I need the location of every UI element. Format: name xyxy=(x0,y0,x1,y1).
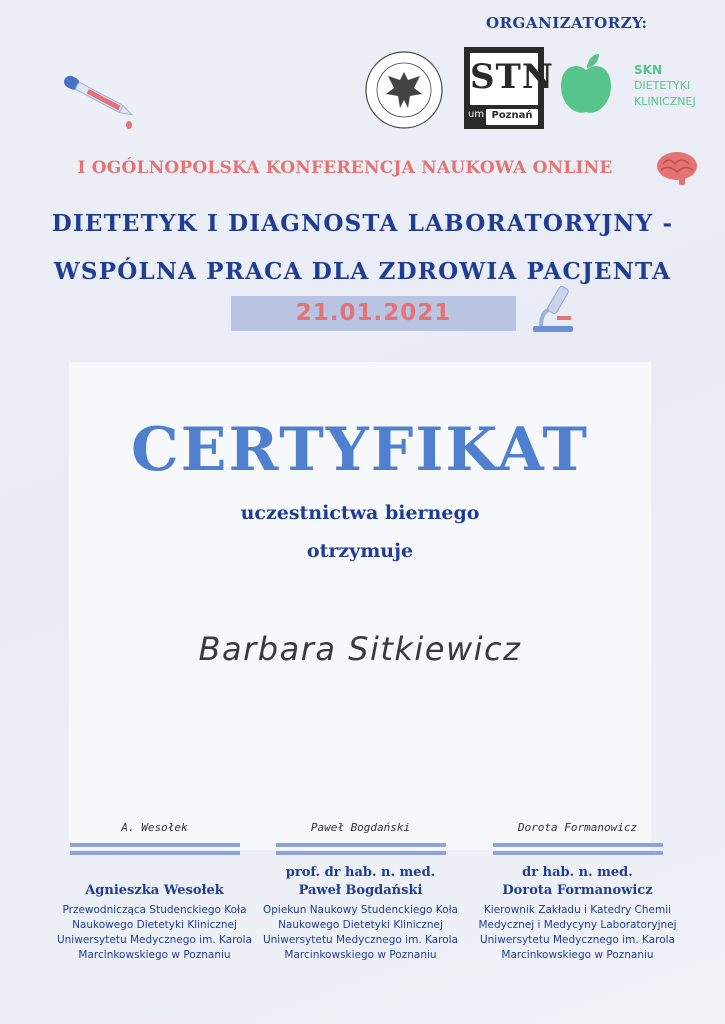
handwritten-signature: A. Wesołek xyxy=(121,821,188,834)
signer-name: Paweł Bogdański xyxy=(298,883,423,898)
signature-block-1 xyxy=(42,815,267,963)
certificate-type: uczestnictwa biernego xyxy=(240,502,480,524)
certificate-heading: CERTYFIKAT xyxy=(130,415,590,485)
skn-line2: DIETETYKI xyxy=(634,79,691,92)
conference-date: 21.01.2021 xyxy=(231,296,516,331)
dropper-icon xyxy=(55,70,145,130)
skn-logo-text xyxy=(634,62,696,110)
signer-description: Kierownik Zakładu i Katedry Chemii Medycznej i Medycyny Laboratoryjnej Uniwersytetu Medycznego im. Karola Marcinkowskiego w Poznaniu xyxy=(478,904,677,961)
signer-title: prof. dr hab. n. med. xyxy=(285,865,436,880)
skn-line1: SKN xyxy=(634,63,662,77)
conference-subtitle: I OGÓLNOPOLSKA KONFERENCJA NAUKOWA ONLINE xyxy=(77,158,613,178)
signer-description: Przewodnicząca Studenckiego Koła Naukowego Dietetyki Klinicznej Uniwersytetu Medycznego im. Karola Marcinkowskiego w Poznaniu xyxy=(56,904,253,961)
recipient-name: Barbara Sitkiewicz xyxy=(198,630,522,668)
skn-line3: KLINICZNEJ xyxy=(634,95,696,108)
conference-title-line2: WSPÓLNA PRACA DLA ZDROWIA PACJENTA xyxy=(53,258,672,285)
signature-lines xyxy=(493,843,663,855)
signature-lines xyxy=(70,843,240,855)
handwritten-signature: Dorota Formanowicz xyxy=(517,821,638,834)
stn-text: STN xyxy=(470,57,554,97)
apple-icon xyxy=(557,52,615,118)
signer-name: Dorota Formanowicz xyxy=(502,883,653,898)
stn-poznan-logo xyxy=(464,47,554,129)
signature-lines xyxy=(276,843,446,855)
stn-um-text: um xyxy=(468,109,485,120)
signer-title: dr hab. n. med. xyxy=(522,865,633,880)
certificate-receives: otrzymuje xyxy=(306,540,414,562)
brain-icon xyxy=(655,150,699,186)
conference-title xyxy=(20,200,705,296)
signer-description: Opiekun Naukowy Studenckiego Koła Naukowego Dietetyki Klinicznej Uniwersytetu Medycznego im. Karola Marcinkowskiego w Poznaniu xyxy=(262,904,459,961)
conference-title-line1: DIETETYK I DIAGNOSTA LABORATORYJNY - xyxy=(51,210,674,237)
university-seal-logo xyxy=(364,50,444,130)
stn-city-text: Poznań xyxy=(491,110,533,121)
microscope-icon xyxy=(527,282,579,334)
handwritten-signature: Paweł Bogdański xyxy=(310,821,411,834)
signature-block-3 xyxy=(465,815,690,963)
signer-name: Agnieszka Wesołek xyxy=(85,883,224,898)
signature-block-2 xyxy=(248,815,473,963)
organizers-label: ORGANIZATORZY: xyxy=(486,14,648,32)
